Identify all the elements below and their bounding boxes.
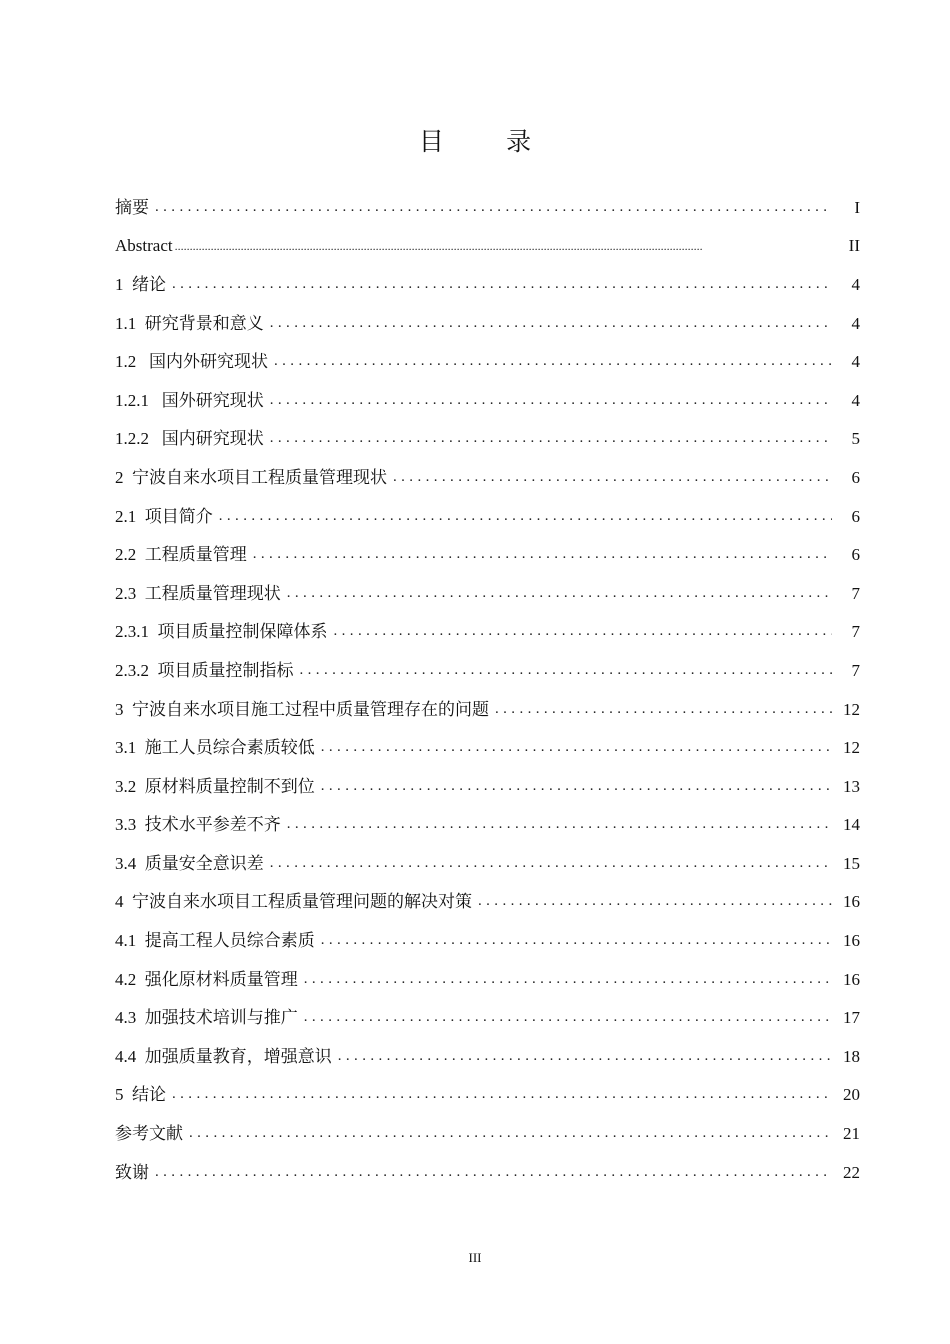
- toc-entry-page-number: 12: [843, 738, 860, 758]
- toc-entry[interactable]: [115, 767, 860, 806]
- toc-entry[interactable]: [115, 613, 860, 652]
- toc-entry-page-number: 15: [843, 853, 860, 873]
- toc-entry[interactable]: [115, 998, 860, 1037]
- toc-dot-leader: [334, 624, 833, 639]
- toc-entry-page-number: 6: [851, 467, 860, 487]
- toc-entry-title: 4.3 加强技术培训与推广: [115, 1008, 298, 1028]
- toc-entry-page-number: 16: [843, 892, 860, 912]
- toc-entry-title: Abstract: [115, 236, 173, 256]
- toc-entry-title: 2.3 工程质量管理现状: [115, 583, 281, 603]
- toc-entry-title: 3.4 质量安全意识差: [115, 853, 264, 873]
- toc-entry-page-number: 17: [843, 1008, 860, 1028]
- toc-entry[interactable]: [115, 921, 860, 960]
- toc-entry[interactable]: [115, 265, 860, 304]
- toc-dot-leader: [270, 393, 832, 408]
- toc-dot-leader: [189, 1126, 832, 1141]
- toc-entry-title: 1.2.2 国内研究现状: [115, 429, 264, 449]
- toc-entry-page-number: 7: [851, 583, 860, 603]
- toc-entry-title: 1.2.1 国外研究现状: [115, 390, 264, 410]
- toc-entry-page-number: 4: [851, 274, 860, 294]
- toc-entry-title: 1.2 国内外研究现状: [115, 352, 268, 372]
- toc-entry[interactable]: [115, 651, 860, 690]
- toc-entry-page-number: 22: [843, 1162, 860, 1182]
- toc-entry-title: 4 宁波自来水项目工程质量管理问题的解决对策: [115, 892, 472, 912]
- toc-entry-page-number: 16: [843, 931, 860, 951]
- toc-entry[interactable]: [115, 188, 860, 227]
- toc-entry-title: 4.2 强化原材料质量管理: [115, 969, 298, 989]
- toc-entry-title: 2.1 项目简介: [115, 506, 213, 526]
- toc-entry[interactable]: [115, 1114, 860, 1153]
- toc-entry-page-number: 6: [851, 506, 860, 526]
- toc-dot-leader: [304, 972, 832, 987]
- toc-dot-leader: [274, 354, 832, 369]
- toc-dot-leader: [175, 240, 846, 252]
- page-number-footer: III: [468, 1250, 482, 1265]
- toc-dot-leader: [300, 663, 833, 678]
- toc-entry-page-number: 7: [851, 622, 860, 642]
- toc-dot-leader: [338, 1049, 832, 1064]
- toc-entry-title: 3.3 技术水平参差不齐: [115, 815, 281, 835]
- toc-entry-page-number: 4: [851, 313, 860, 333]
- toc-entry-page-number: II: [848, 236, 860, 256]
- toc-entry[interactable]: [115, 304, 860, 343]
- toc-entry[interactable]: [115, 574, 860, 613]
- toc-entry[interactable]: [115, 420, 860, 459]
- toc-entry-title: 3.2 原材料质量控制不到位: [115, 776, 315, 796]
- toc-entry-page-number: 14: [843, 815, 860, 835]
- toc-entry[interactable]: [115, 342, 860, 381]
- toc-entry-title: 3.1 施工人员综合素质较低: [115, 738, 315, 758]
- toc-entry[interactable]: [115, 690, 860, 729]
- toc-dot-leader: [287, 586, 832, 601]
- toc-entry[interactable]: [115, 497, 860, 536]
- toc-entry-title: 4.4 加强质量教育，增强意识: [115, 1046, 332, 1066]
- toc-entry-page-number: 6: [851, 545, 860, 565]
- toc-entry[interactable]: [115, 1037, 860, 1076]
- toc-dot-leader: [253, 547, 832, 562]
- toc-entry-title: 2 宁波自来水项目工程质量管理现状: [115, 467, 387, 487]
- toc-dot-leader: [270, 856, 832, 871]
- toc-entry-page-number: 12: [843, 699, 860, 719]
- toc-entry-page-number: 21: [843, 1124, 860, 1144]
- toc-entry-title: 致谢: [115, 1162, 149, 1182]
- toc-entry[interactable]: [115, 458, 860, 497]
- toc-entry-title: 4.1 提高工程人员综合素质: [115, 931, 315, 951]
- toc-entry-title: 2.3.2 项目质量控制指标: [115, 660, 294, 680]
- toc-entry-title: 1 绪论: [115, 274, 166, 294]
- toc-dot-leader: [270, 431, 832, 446]
- toc-dot-leader: [155, 200, 832, 215]
- toc-entry-title: 2.2 工程质量管理: [115, 545, 247, 565]
- toc-dot-leader: [321, 779, 832, 794]
- toc-entry-title: 5 结论: [115, 1085, 166, 1105]
- toc-dot-leader: [321, 740, 832, 755]
- toc-entry-page-number: 13: [843, 776, 860, 796]
- toc-entry-title: 2.3.1 项目质量控制保障体系: [115, 622, 328, 642]
- toc-entry[interactable]: [115, 844, 860, 883]
- toc-dot-leader: [172, 1087, 832, 1102]
- toc-entry-page-number: 18: [843, 1046, 860, 1066]
- toc-entry-page-number: 4: [851, 352, 860, 372]
- toc-entry-page-number: 5: [851, 429, 860, 449]
- toc-entry-title: 1.1 研究背景和意义: [115, 313, 264, 333]
- toc-dot-leader: [321, 933, 832, 948]
- toc-entry-title: 3 宁波自来水项目施工过程中质量管理存在的问题: [115, 699, 489, 719]
- toc-dot-leader: [155, 1165, 832, 1180]
- toc-dot-leader: [495, 702, 832, 717]
- toc-dot-leader: [270, 316, 832, 331]
- toc-entry[interactable]: [115, 535, 860, 574]
- toc-entry[interactable]: [115, 960, 860, 999]
- toc-dot-leader: [172, 277, 832, 292]
- toc-entry[interactable]: [115, 1076, 860, 1115]
- toc-entry-page-number: 7: [851, 660, 860, 680]
- toc-dot-leader: [219, 509, 832, 524]
- toc-dot-leader: [478, 894, 832, 909]
- toc-entry[interactable]: [115, 1153, 860, 1192]
- toc-entry-page-number: 16: [843, 969, 860, 989]
- toc-entry-page-number: 4: [851, 390, 860, 410]
- toc-entry-page-number: 20: [843, 1085, 860, 1105]
- page-title: 目 录: [418, 129, 560, 156]
- toc-dot-leader: [287, 817, 832, 832]
- table-of-contents: [115, 188, 860, 1191]
- toc-entry[interactable]: [115, 381, 860, 420]
- toc-entry-title: 摘要: [115, 197, 149, 217]
- toc-entry[interactable]: [115, 728, 860, 767]
- toc-dot-leader: [304, 1010, 832, 1025]
- toc-entry[interactable]: [115, 227, 860, 266]
- toc-entry[interactable]: [115, 806, 860, 845]
- toc-entry-title: 参考文献: [115, 1124, 183, 1144]
- toc-entry[interactable]: [115, 883, 860, 922]
- toc-entry-page-number: I: [854, 197, 860, 217]
- toc-dot-leader: [393, 470, 832, 485]
